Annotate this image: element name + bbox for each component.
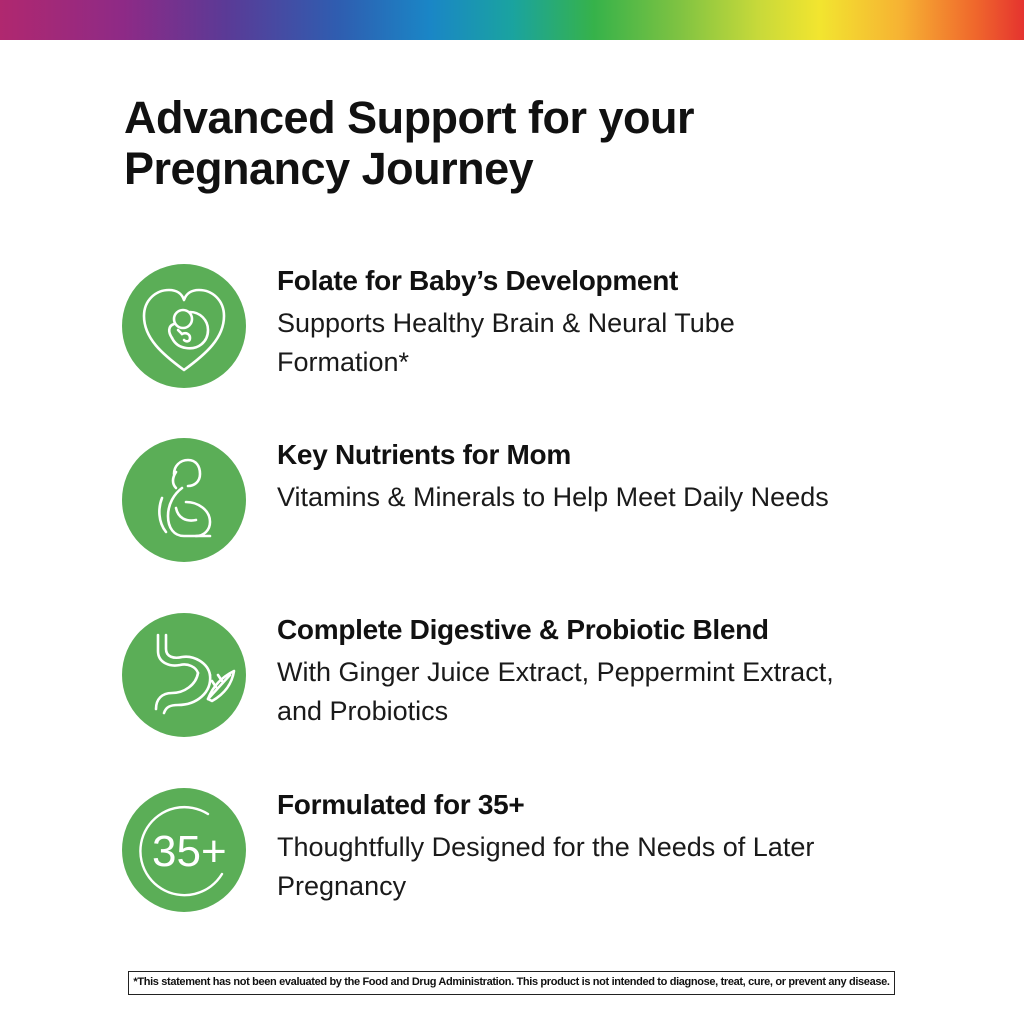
heart-baby-icon [122, 264, 246, 388]
rainbow-top-stripe [0, 0, 1024, 40]
feature-title: Formulated for 35+ [277, 789, 525, 820]
age-35-plus-icon [122, 788, 246, 912]
feature-description: Supports Healthy Brain & Neural Tube Formation* [277, 308, 735, 377]
feature-title: Folate for Baby’s Development [277, 265, 679, 296]
feature-description: With Ginger Juice Extract, Peppermint Extract, and Probiotics [277, 657, 834, 726]
feature-description: Vitamins & Minerals to Help Meet Daily Needs [277, 482, 829, 512]
feature-title: Key Nutrients for Mom [277, 439, 571, 470]
age-number-text: 35+ [152, 827, 227, 876]
pregnant-woman-icon [122, 438, 246, 562]
stomach-leaf-icon [122, 613, 246, 737]
feature-title: Complete Digestive & Probiotic Blend [277, 614, 769, 645]
fda-disclaimer: *This statement has not been evaluated by the Food and Drug Administration. This product is not intended to diagnose, treat, cure, or prevent any disease. [128, 971, 895, 995]
feature-description: Thoughtfully Designed for the Needs of Later Pregnancy [277, 832, 815, 901]
feature-item-digestive [122, 613, 882, 743]
feature-item-35-plus [122, 788, 882, 918]
feature-item-folate [122, 264, 882, 394]
page-title: Advanced Support for your Pregnancy Journey [124, 92, 695, 194]
feature-item-nutrients [122, 438, 882, 568]
